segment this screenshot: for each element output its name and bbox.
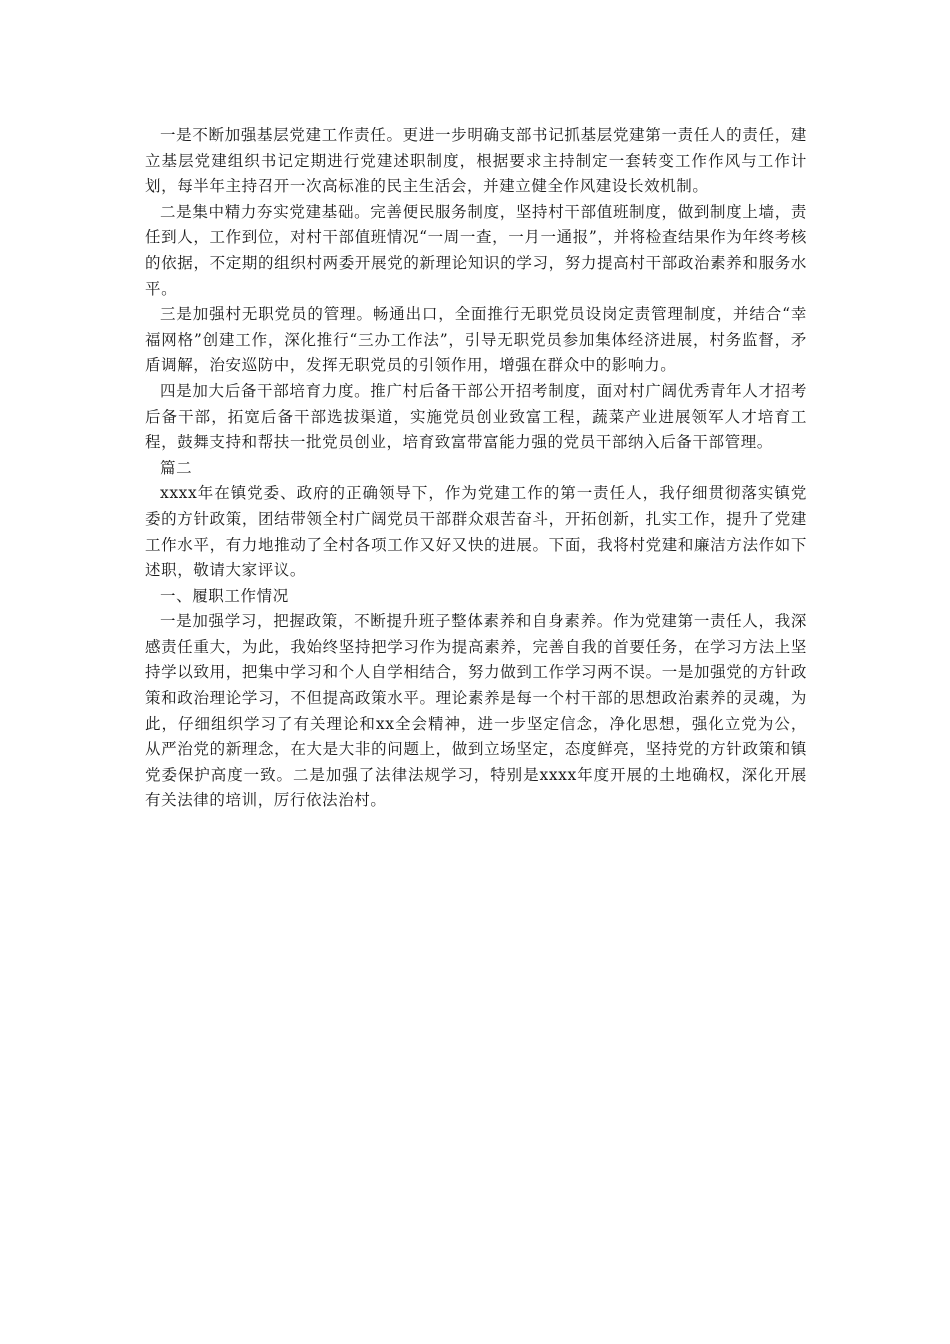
paragraph-2: 二是集中精力夯实党建基础。完善便民服务制度，坚持村干部值班制度，做到制度上墙，责任到人，工作到位，对村干部值班情况“一周一查，一月一通报”，并将检查结果作为年终考核的依据，不定期的组织村两委开展党的新理论知识的学习，努力提高村干部政治素养和服务水平。 <box>145 202 807 298</box>
paragraph-4: 四是加大后备干部培育力度。推广村后备干部公开招考制度，面对村广阔优秀青年人才招考后备干部，拓宽后备干部选拔渠道，实施党员创业致富工程，蔬菜产业进展领军人才培育工程，鼓舞支持和帮扶一批党员创业，培育致富带富能力强的党员干部纳入后备干部管理。 <box>145 381 807 452</box>
paragraph-1: 一是不断加强基层党建工作责任。更进一步明确支部书记抓基层党建第一责任人的责任，建立基层党建组织书记定期进行党建述职制度，根据要求主持制定一套转变工作作风与工作计划，每半年主持召开一次高标准的民主生活会，并建立健全作风建设长效机制。 <box>145 126 807 196</box>
section-heading-duty: 一、履职工作情况 <box>160 586 289 605</box>
paragraph-5: xxxx年在镇党委、政府的正确领导下，作为党建工作的第一责任人，我仔细贯彻落实镇党委的方针政策，团结带领全村广阔党员干部群众艰苦奋斗，开拓创新，扎实工作，提升了党建工作水平，有力地推动了全村各项工作又好又快的进展。下面，我将村党建和廉洁方法作如下述职，敬请大家评议。 <box>145 484 807 580</box>
document-body <box>145 123 807 814</box>
section-heading-part-two: 篇二 <box>160 458 193 477</box>
paragraph-3: 三是加强村无职党员的管理。畅通出口，全面推行无职党员设岗定责管理制度，并结合“幸福网格”创建工作，深化推行“三办工作法”，引导无职党员参加集体经济进展，村务监督，矛盾调解，治安巡防中，发挥无职党员的引领作用，增强在群众中的影响力。 <box>145 305 807 375</box>
paragraph-6: 一是加强学习，把握政策，不断提升班子整体素养和自身素养。作为党建第一责任人，我深感责任重大，为此，我始终坚持把学习作为提高素养，完善自我的首要任务，在学习方法上坚持学以致用，把集中学习和个人自学相结合，努力做到工作学习两不误。一是加强党的方针政策和政治理论学习，不但提高政策水平。理论素养是每一个村干部的思想政治素养的灵魂，为此，仔细组织学习了有关理论和xx全会精神，进一步坚定信念，净化思想，强化立党为公，从严治党的新理念，在大是大非的问题上，做到立场坚定，态度鲜亮，坚持党的方针政策和镇党委保护高度一致。二是加强了法律法规学习，特别是xxxx年度开展的土地确权，深化开展有关法律的培训，厉行依法治村。 <box>145 612 807 810</box>
